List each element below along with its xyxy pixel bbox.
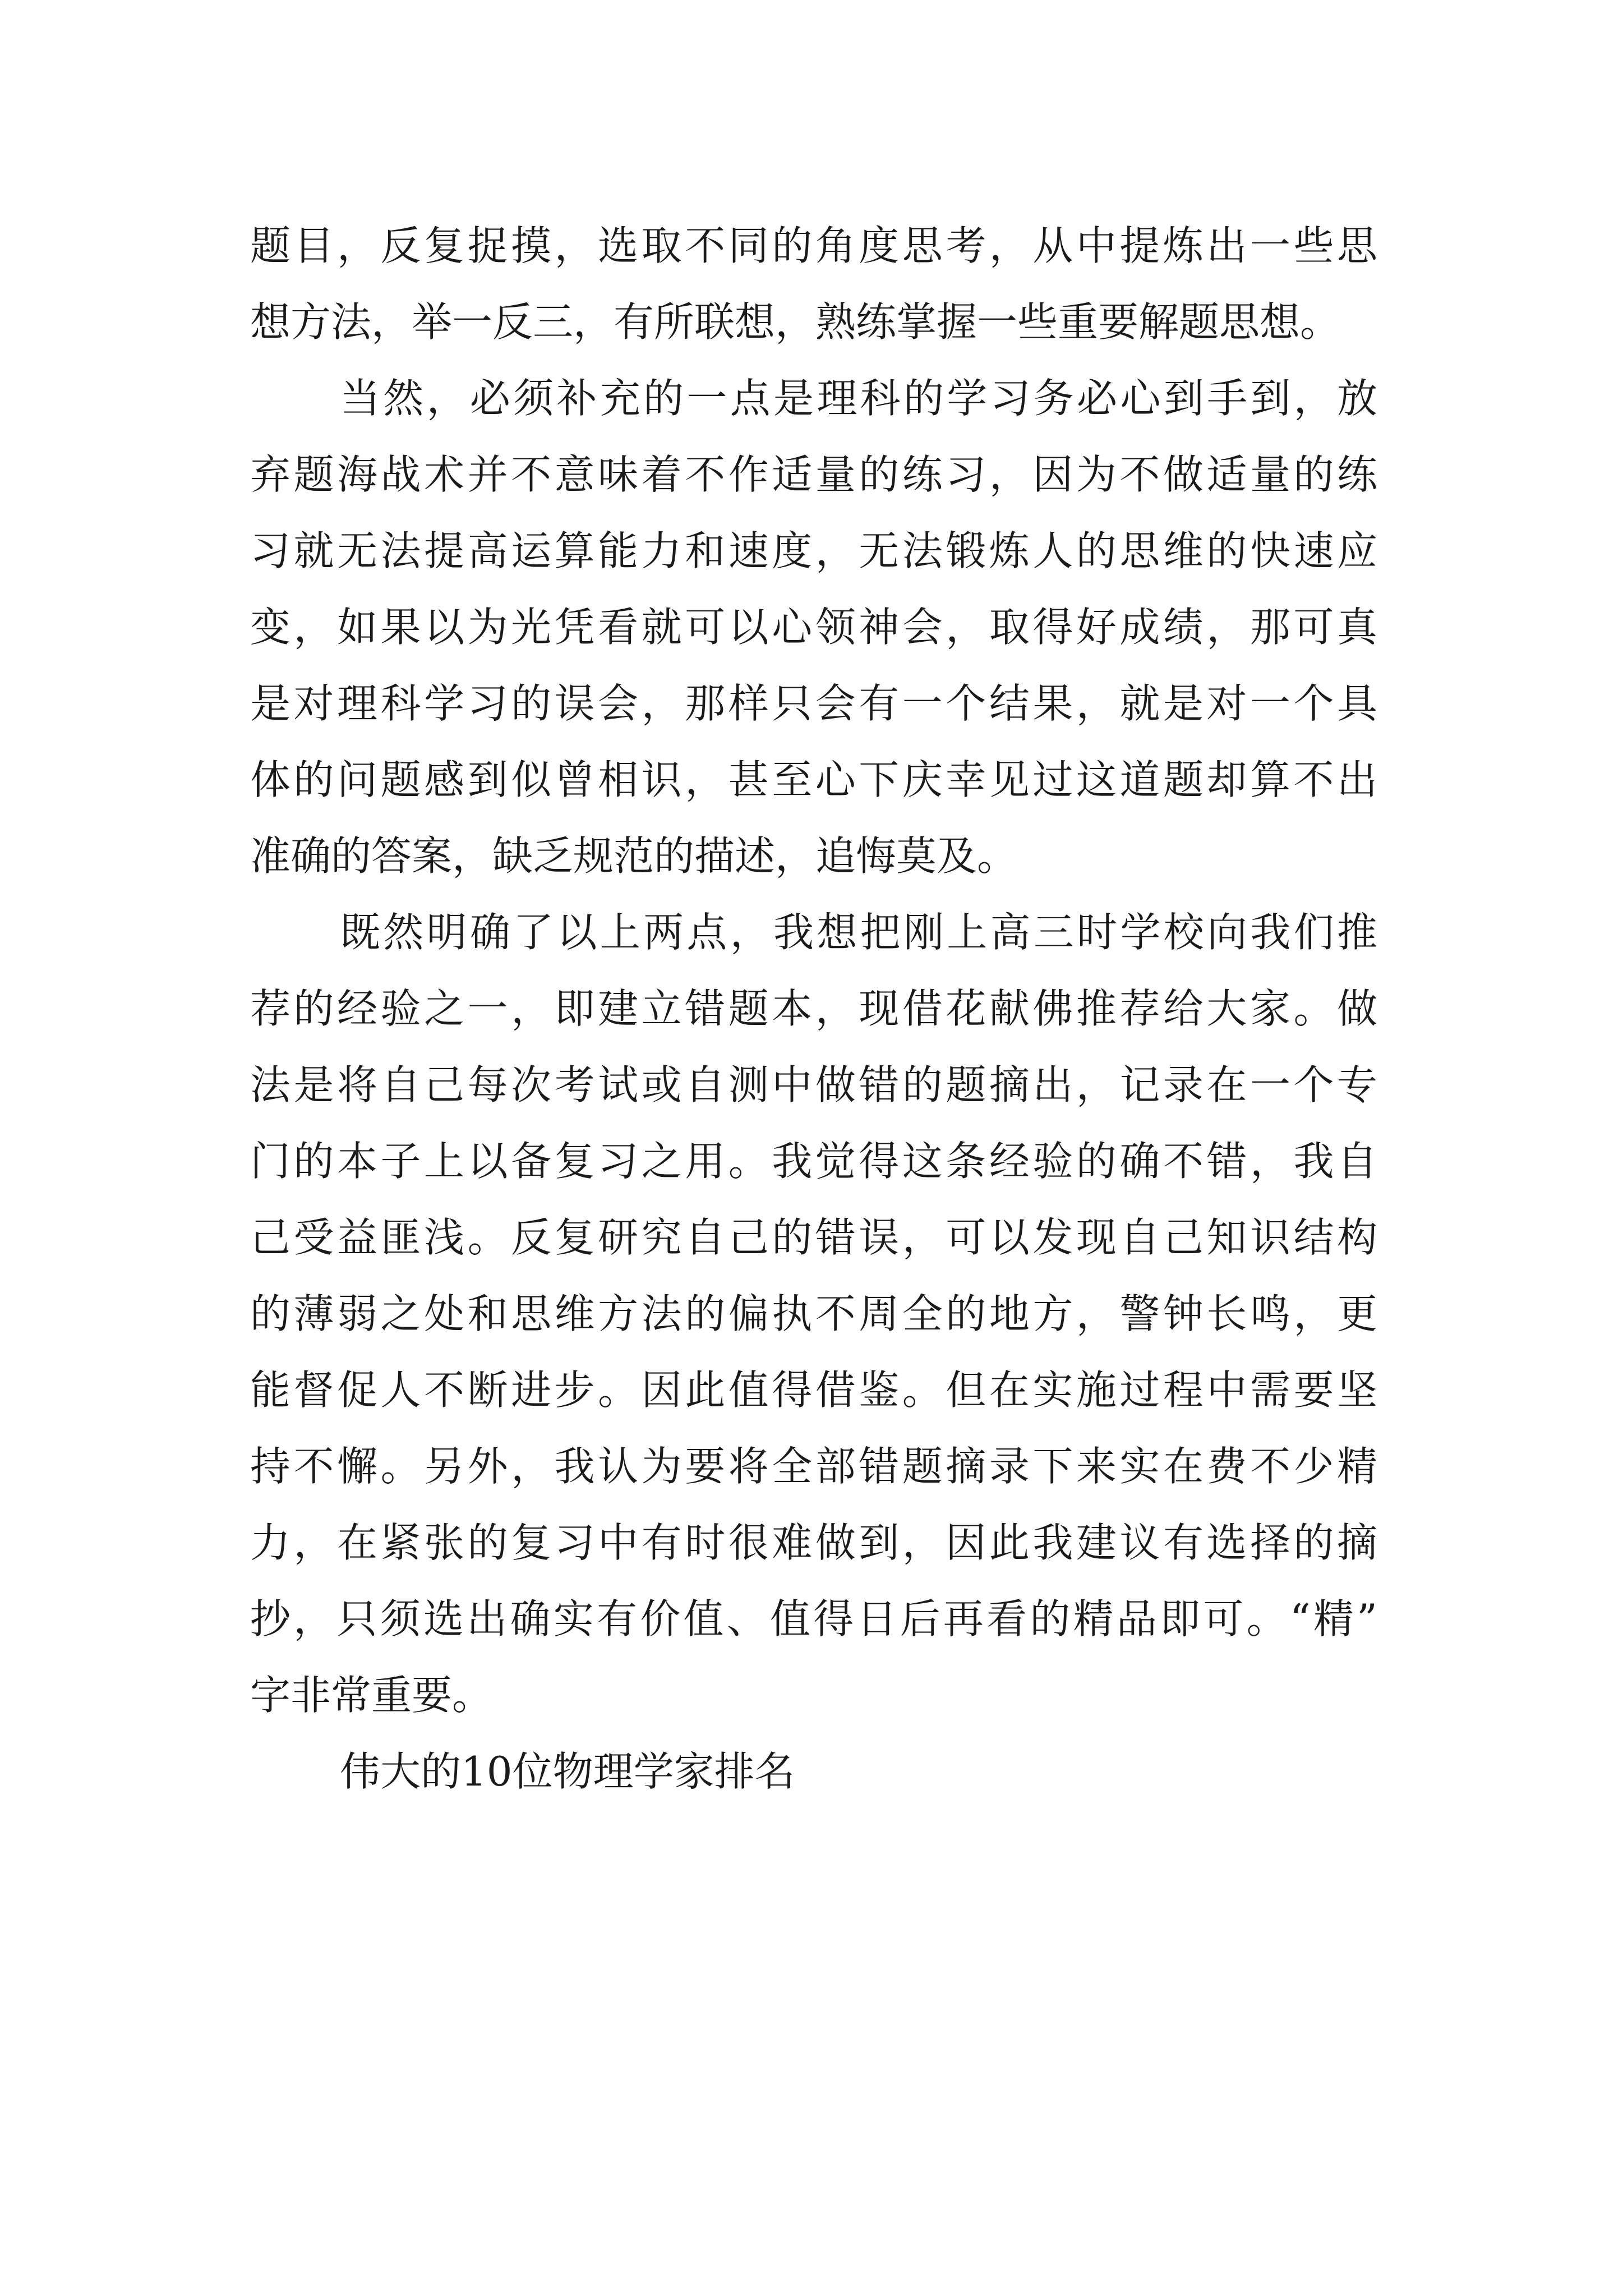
text-line: 己受益匪浅。反复研究自己的错误，可以发现自己知识结构 [250, 1214, 1377, 1261]
text-line: 是对理科学习的误会，那样只会有一个结果，就是对一个具 [250, 680, 1377, 727]
text-line: 准确的答案，缺乏规范的描述，追悔莫及。 [250, 832, 1018, 880]
text-line: 荐的经验之一，即建立错题本，现借花献佛推荐给大家。做 [250, 985, 1377, 1032]
text-line: 习就无法提高运算能力和速度，无法锻炼人的思维的快速应 [250, 527, 1377, 574]
text-line: 门的本子上以备复习之用。我觉得这条经验的确不错，我自 [250, 1138, 1377, 1185]
text-line: 的薄弱之处和思维方法的偏执不周全的地方，警钟长鸣，更 [250, 1290, 1377, 1337]
paragraph [250, 894, 1377, 1733]
paragraph [250, 1733, 1377, 1810]
text-line: 持不懈。另外，我认为要将全部错题摘录下来实在费不少精 [250, 1443, 1377, 1490]
text-line: 字非常重要。 [250, 1672, 493, 1719]
text-line: 能督促人不断进步。因此值得借鉴。但在实施过程中需要坚 [250, 1366, 1377, 1414]
text-line: 体的问题感到似曾相识，甚至心下庆幸见过这道题却算不出 [250, 756, 1377, 803]
text-line: 抄，只须选出确实有价值、值得日后再看的精品即可。“精” [250, 1595, 1377, 1642]
text-line: 变，如果以为光凭看就可以心领神会，取得好成绩，那可真 [250, 604, 1377, 651]
section-heading: 伟大的10位物理学家排名 [340, 1748, 795, 1795]
document-body [250, 208, 1377, 1810]
text-line: 弃题海战术并不意味着不作适量的练习，因为不做适量的练 [250, 451, 1377, 498]
text-line: 想方法，举一反三，有所联想，熟练掌握一些重要解题思想。 [250, 298, 1341, 346]
text-line: 当然，必须补充的一点是理科的学习务必心到手到，放 [340, 375, 1377, 422]
text-line: 力，在紧张的复习中有时很难做到，因此我建议有选择的摘 [250, 1519, 1377, 1566]
text-line: 法是将自己每次考试或自测中做错的题摘出，记录在一个专 [250, 1061, 1377, 1108]
text-line: 既然明确了以上两点，我想把刚上高三时学校向我们推 [340, 909, 1377, 956]
text-line: 题目，反复捉摸，选取不同的角度思考，从中提炼出一些思 [250, 222, 1377, 269]
paragraph [250, 208, 1377, 360]
paragraph [250, 360, 1377, 894]
